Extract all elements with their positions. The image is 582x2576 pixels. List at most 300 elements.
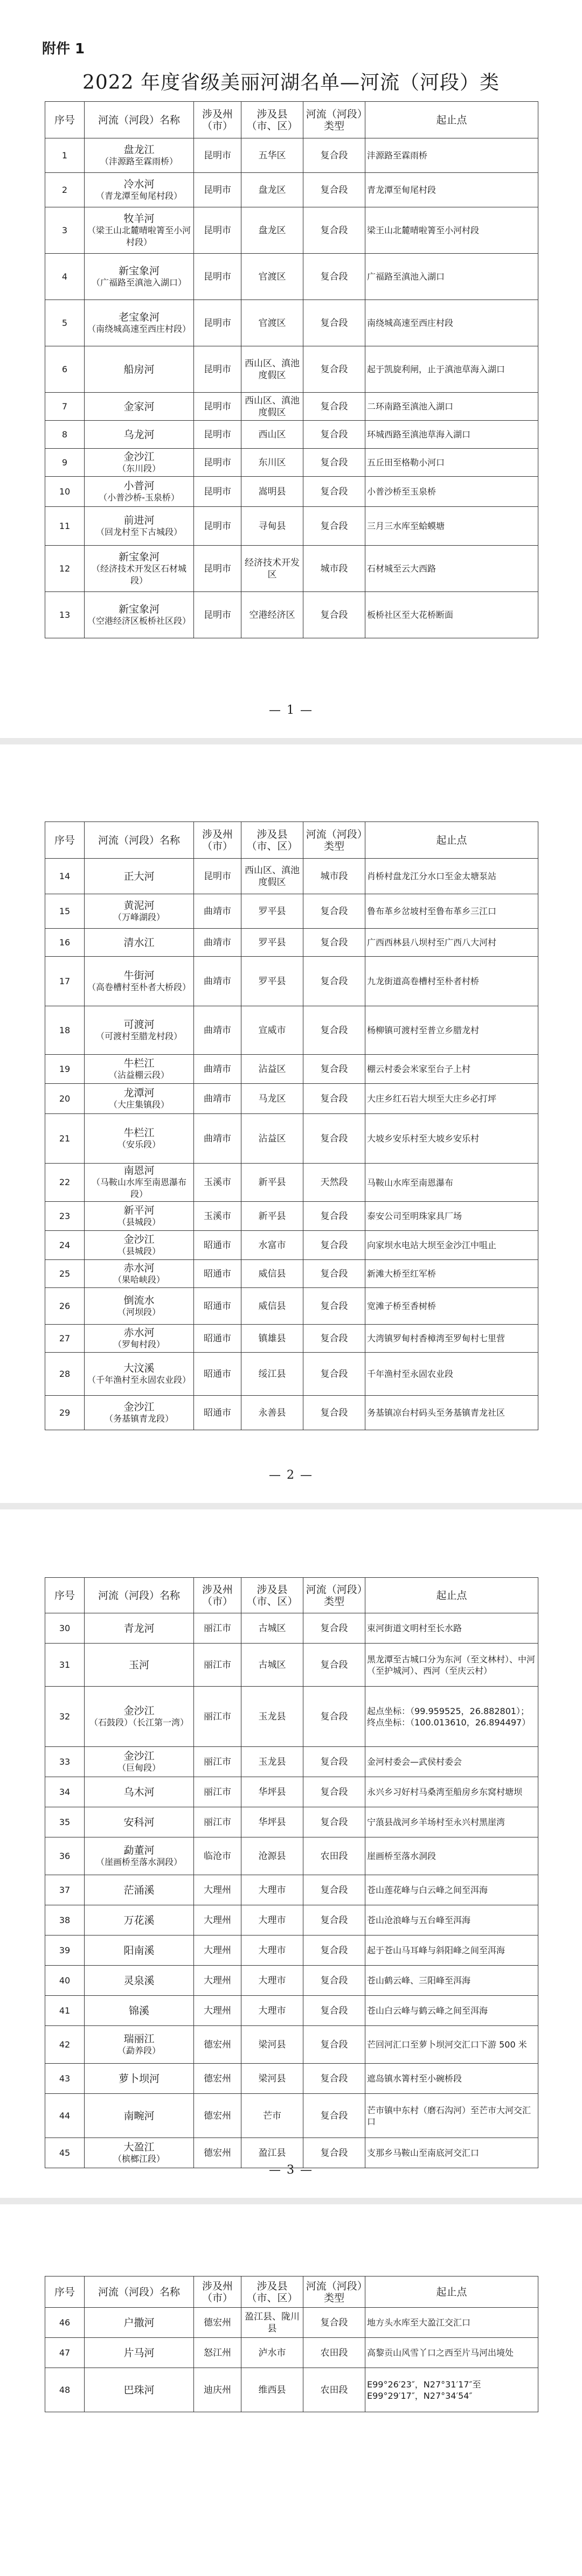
cell-river [85,449,194,477]
cell-city: 曲靖市 [194,1006,241,1055]
header-start: 起止点 [365,2276,538,2308]
cell-seq: 16 [45,929,85,957]
table-row [45,1325,538,1353]
cell-type: 复合段 [303,1875,365,1905]
table-row [45,1055,538,1084]
river-segment: （大庄集镇段） [108,1099,169,1110]
river-segment: （回龙村至下古城段） [95,526,182,537]
header-seq: 序号 [45,1578,85,1613]
cell-city: 昭通市 [194,1288,241,1325]
cell-city: 昭通市 [194,1353,241,1396]
cell-county: 空港经济区 [241,592,303,638]
cell-seq: 27 [45,1325,85,1353]
cell-county: 华坪县 [241,1777,303,1807]
table-header-row [45,1578,538,1613]
cell-seq: 10 [45,477,85,507]
cell-type: 复合段 [303,894,365,929]
table-row [45,477,538,507]
table-row [45,449,538,477]
cell-city: 德宏州 [194,2094,241,2138]
cell-river [85,1288,194,1325]
cell-city: 昆明市 [194,546,241,592]
river-segment: （可渡村至腊龙村段） [95,1031,182,1041]
river-segment: （空港经济区板桥社区段） [87,615,191,626]
cell-type: 复合段 [303,2138,365,2168]
table-row [45,1905,538,1936]
river-segment: （勐养段） [117,2045,161,2056]
header-river: 河流（河段）名称 [85,822,194,859]
cell-city: 昆明市 [194,477,241,507]
header-city: 涉及州（市） [194,102,241,138]
cell-city: 曲靖市 [194,929,241,957]
table-row [45,2064,538,2094]
river-name: 南畹河 [123,2109,155,2122]
cell-river [85,1905,194,1936]
cell-county: 经济技术开发区 [241,546,303,592]
table-row [45,894,538,929]
cell-type: 天然段 [303,1164,365,1202]
cell-county: 芒市 [241,2094,303,2138]
river-name: 盘龙江 [123,143,155,156]
cell-start-end: 千年渔村至永固农业段 [365,1353,538,1396]
table-row [45,929,538,957]
cell-start-end: 大湾镇罗甸村香樟湾至罗甸村七里营 [365,1325,538,1353]
cell-city: 丽江市 [194,1644,241,1687]
cell-seq: 33 [45,1747,85,1777]
river-name: 新宝象河 [118,603,160,615]
cell-type: 复合段 [303,254,365,300]
cell-start-end: 地方头水库至大盈江交汇口 [365,2308,538,2338]
cell-river [85,859,194,894]
cell-county: 梁河县 [241,2064,303,2094]
cell-county: 华坪县 [241,1807,303,1837]
river-name: 赤水河 [123,1326,155,1339]
cell-river [85,207,194,254]
table-row [45,1231,538,1260]
cell-start-end: 支那乡马鞍山至南底河交汇口 [365,2138,538,2168]
cell-county: 大理市 [241,1936,303,1966]
river-name: 老宝象河 [118,311,160,323]
cell-city: 丽江市 [194,1687,241,1747]
table-row [45,1396,538,1430]
cell-county: 嵩明县 [241,477,303,507]
page-number: — 1 — [269,704,313,717]
cell-river [85,477,194,507]
cell-seq: 30 [45,1613,85,1644]
cell-county: 盘龙区 [241,207,303,254]
table-row [45,1747,538,1777]
cell-type: 复合段 [303,1325,365,1353]
cell-start-end: 宽滩子桥至香树桥 [365,1288,538,1325]
cell-seq: 20 [45,1084,85,1114]
cell-city: 丽江市 [194,1747,241,1777]
cell-county: 玉龙县 [241,1747,303,1777]
cell-seq: 8 [45,421,85,449]
cell-seq: 31 [45,1644,85,1687]
river-segment: （马鞍山水库至南恩瀑布段） [91,1177,186,1199]
river-table-page-2 [45,821,538,1430]
cell-type: 复合段 [303,1905,365,1936]
river-name: 黄泥河 [123,899,155,911]
cell-seq: 1 [45,138,85,173]
header-river: 河流（河段）名称 [85,102,194,138]
river-name: 青龙河 [123,1622,155,1634]
river-segment: （果哈峡段） [113,1274,165,1285]
page-number: — 2 — [269,1468,313,1482]
cell-river [85,592,194,638]
cell-city: 昆明市 [194,421,241,449]
cell-start-end: E99°26′23″，N27°31′17″至 E99°29′17″，N27°34′54″ [365,2368,538,2412]
cell-county: 盘龙区 [241,173,303,207]
river-name: 可渡河 [123,1018,155,1031]
table-row [45,957,538,1006]
river-name: 船房河 [123,363,155,375]
cell-start-end: 芒市镇中东村（磨石沟河）至芒市大河交汇口 [365,2094,538,2138]
cell-seq: 2 [45,173,85,207]
cell-river [85,2308,194,2338]
cell-seq: 3 [45,207,85,254]
cell-river [85,1006,194,1055]
cell-seq: 6 [45,346,85,393]
table-row [45,859,538,894]
cell-city: 玉溪市 [194,1202,241,1231]
table-row [45,1202,538,1231]
table-row [45,546,538,592]
cell-type: 复合段 [303,1231,365,1260]
river-name: 金沙江 [123,450,155,463]
cell-seq: 48 [45,2368,85,2412]
cell-river [85,1875,194,1905]
cell-seq: 13 [45,592,85,638]
river-name: 牛栏江 [123,1126,155,1139]
river-segment: （沾益棚云段） [108,1069,169,1080]
cell-type: 复合段 [303,1777,365,1807]
cell-seq: 9 [45,449,85,477]
cell-start-end: 苍山白云峰与鹤云峰之间至洱海 [365,1996,538,2026]
cell-river [85,138,194,173]
cell-type: 复合段 [303,173,365,207]
cell-seq: 4 [45,254,85,300]
cell-type: 复合段 [303,421,365,449]
cell-start-end: 广西西林县八坝村至广西八大河村 [365,929,538,957]
cell-type: 复合段 [303,929,365,957]
cell-river [85,421,194,449]
cell-type: 复合段 [303,300,365,346]
cell-county: 大理市 [241,1966,303,1996]
cell-river [85,300,194,346]
cell-county: 威信县 [241,1288,303,1325]
header-type: 河流（河段）类型 [303,2276,365,2308]
cell-county: 罗平县 [241,894,303,929]
cell-river [85,1936,194,1966]
river-segment: （南绕城高速至西庄村段） [87,323,191,334]
cell-river [85,1202,194,1231]
cell-county: 沾益区 [241,1055,303,1084]
cell-type: 农田段 [303,2368,365,2412]
cell-county: 大理市 [241,1996,303,2026]
cell-river [85,254,194,300]
cell-river [85,1231,194,1260]
cell-city: 昆明市 [194,859,241,894]
cell-county: 绥江县 [241,1353,303,1396]
cell-seq: 23 [45,1202,85,1231]
cell-start-end: 五丘田至格勒小河口 [365,449,538,477]
cell-start-end: 环城西路至滇池草海入湖口 [365,421,538,449]
cell-city: 德宏州 [194,2138,241,2168]
cell-county: 水富市 [241,1231,303,1260]
cell-city: 曲靖市 [194,957,241,1006]
cell-start-end: 务基镇凉台村码头至务基镇青龙社区 [365,1396,538,1430]
page-separator [0,2198,582,2204]
cell-seq: 37 [45,1875,85,1905]
cell-seq: 29 [45,1396,85,1430]
cell-start-end: 小普沙桥至玉泉桥 [365,477,538,507]
cell-river [85,1396,194,1430]
cell-start-end: 马鞍山水库至南恩瀑布 [365,1164,538,1202]
cell-start-end: 束河街道文明村至长水路 [365,1613,538,1644]
cell-start-end: 起点坐标：（99.959525，26.882801）；终点坐标：（100.013610，26.894497） [365,1687,538,1747]
cell-start-end: 大坡乡安乐村至大坡乡安乐村 [365,1114,538,1164]
header-type: 河流（河段）类型 [303,102,365,138]
cell-county: 盈江县 [241,2138,303,2168]
river-name: 正大河 [123,870,155,882]
cell-start-end: 黑龙潭至古城口分为东河（至文林村）、中河（至护城河）、西河（至庆云村） [365,1644,538,1687]
cell-start-end: 鲁布革乡岔坡村至鲁布革乡三江口 [365,894,538,929]
cell-type: 复合段 [303,957,365,1006]
cell-type: 复合段 [303,1936,365,1966]
cell-type: 复合段 [303,138,365,173]
river-segment: （千年渔村至永固农业段） [87,1374,191,1385]
cell-city: 昆明市 [194,449,241,477]
cell-city: 昆明市 [194,300,241,346]
cell-river [85,1325,194,1353]
page-separator [0,738,582,744]
cell-city: 昆明市 [194,207,241,254]
cell-city: 曲靖市 [194,894,241,929]
cell-seq: 44 [45,2094,85,2138]
cell-start-end: 棚云村委会米家至台子上村 [365,1055,538,1084]
cell-type: 复合段 [303,1996,365,2026]
river-segment: （巨甸段） [117,1762,161,1773]
table-row [45,2026,538,2064]
river-segment: （县城段） [117,1245,161,1256]
cell-seq: 12 [45,546,85,592]
cell-county: 镇雄县 [241,1325,303,1353]
table-row [45,1006,538,1055]
table-row [45,1996,538,2026]
cell-city: 德宏州 [194,2308,241,2338]
cell-type: 复合段 [303,207,365,254]
cell-city: 德宏州 [194,2064,241,2094]
river-name: 金沙江 [123,1401,155,1413]
cell-type: 复合段 [303,1966,365,1996]
cell-city: 丽江市 [194,1807,241,1837]
table-row [45,1353,538,1396]
cell-city: 昭通市 [194,1260,241,1288]
cell-seq: 28 [45,1353,85,1396]
cell-start-end: 芒回河汇口至萝卜坝河交汇口下游 500 米 [365,2026,538,2064]
river-segment: （石鼓段）（长江第一湾） [89,1717,189,1728]
cell-type: 复合段 [303,1613,365,1644]
cell-river [85,1747,194,1777]
cell-city: 丽江市 [194,1613,241,1644]
river-name: 玉河 [128,1659,149,1671]
river-name: 赤水河 [123,1262,155,1274]
cell-city: 昭通市 [194,1325,241,1353]
cell-city: 怒江州 [194,2338,241,2368]
cell-river [85,2338,194,2368]
river-name: 牛栏江 [123,1057,155,1069]
river-name: 万花溪 [123,1914,155,1926]
cell-seq: 39 [45,1936,85,1966]
cell-city: 昆明市 [194,393,241,421]
table-row [45,300,538,346]
cell-county: 宣威市 [241,1006,303,1055]
river-name: 大盈江 [123,2141,155,2153]
cell-seq: 7 [45,393,85,421]
cell-county: 盈江县、陇川县 [241,2308,303,2338]
cell-city: 昆明市 [194,138,241,173]
cell-start-end: 苍山鹤云峰、三阳峰至洱海 [365,1966,538,1996]
cell-county: 西山区、滇池度假区 [241,859,303,894]
cell-type: 复合段 [303,449,365,477]
river-segment: （崖画桥至落水洞段） [95,1856,182,1867]
cell-seq: 25 [45,1260,85,1288]
cell-start-end: 金河村委会—武侯村委会 [365,1747,538,1777]
cell-river [85,1114,194,1164]
cell-river [85,2368,194,2412]
table-row [45,173,538,207]
cell-seq: 43 [45,2064,85,2094]
header-county: 涉及县（市、区） [241,102,303,138]
cell-start-end: 三月三水库至蛤蟆塘 [365,507,538,546]
cell-city: 大理州 [194,1875,241,1905]
cell-start-end: 崖画桥至落水洞段 [365,1837,538,1875]
cell-type: 复合段 [303,2064,365,2094]
header-seq: 序号 [45,102,85,138]
cell-start-end: 起于苍山马耳峰与斜阳峰之间至洱海 [365,1936,538,1966]
header-type: 河流（河段）类型 [303,1578,365,1613]
cell-start-end: 遮岛镇水箐村至小碗桥段 [365,2064,538,2094]
river-segment: （万峰湖段） [113,911,165,922]
cell-seq: 26 [45,1288,85,1325]
cell-seq: 40 [45,1966,85,1996]
cell-type: 复合段 [303,1353,365,1396]
cell-city: 丽江市 [194,1777,241,1807]
cell-seq: 18 [45,1006,85,1055]
cell-start-end: 泰安公司至明珠家具厂场 [365,1202,538,1231]
cell-city: 曲靖市 [194,1084,241,1114]
cell-type: 复合段 [303,1260,365,1288]
cell-seq: 21 [45,1114,85,1164]
river-table-page-3 [45,1577,538,2168]
cell-river [85,1055,194,1084]
cell-county: 新平县 [241,1164,303,1202]
cell-city: 昆明市 [194,592,241,638]
cell-start-end: 沣源路至霖雨桥 [365,138,538,173]
cell-start-end: 苍山莲花峰与白云峰之间至洱海 [365,1875,538,1905]
cell-type: 复合段 [303,507,365,546]
cell-type: 复合段 [303,1288,365,1325]
river-segment: （经济技术开发区石材城段） [91,563,186,586]
cell-seq: 47 [45,2338,85,2368]
cell-river [85,1644,194,1687]
cell-start-end: 二环南路至滇池入湖口 [365,393,538,421]
cell-city: 昆明市 [194,507,241,546]
cell-seq: 17 [45,957,85,1006]
river-name: 冷水河 [123,178,155,190]
river-name: 瑞丽江 [123,2032,155,2045]
river-name: 金沙江 [123,1750,155,1762]
table-row [45,1875,538,1905]
table-row [45,1777,538,1807]
cell-start-end: 青龙潭至甸尾村段 [365,173,538,207]
cell-county: 永善县 [241,1396,303,1430]
cell-city: 曲靖市 [194,1055,241,1084]
river-segment: （梁王山北麓晴啦箐至小河村段） [87,225,191,247]
cell-river [85,2094,194,2138]
cell-city: 昆明市 [194,254,241,300]
cell-city: 德宏州 [194,2026,241,2064]
table-row [45,592,538,638]
table-row [45,1288,538,1325]
river-table-page-1 [45,101,538,638]
cell-river [85,1164,194,1202]
cell-county: 玉龙县 [241,1687,303,1747]
cell-start-end: 杨柳镇可渡村至普立乡腊龙村 [365,1006,538,1055]
cell-seq: 34 [45,1777,85,1807]
river-segment: （沣源路至霖雨桥） [100,156,178,166]
cell-county: 西山区、滇池度假区 [241,393,303,421]
table-row [45,2094,538,2138]
cell-type: 复合段 [303,1396,365,1430]
river-name: 新宝象河 [118,551,160,563]
cell-city: 大理州 [194,1936,241,1966]
cell-city: 昆明市 [194,346,241,393]
table-header-row [45,822,538,859]
cell-county: 梁河县 [241,2026,303,2064]
cell-county: 罗平县 [241,929,303,957]
cell-start-end: 苍山沧浪峰与五台峰至洱海 [365,1905,538,1936]
river-name: 大汶溪 [123,1362,155,1374]
header-seq: 序号 [45,2276,85,2308]
river-name: 倒流水 [123,1294,155,1306]
table-row [45,1084,538,1114]
header-city: 涉及州（市） [194,2276,241,2308]
cell-type: 复合段 [303,393,365,421]
header-river: 河流（河段）名称 [85,1578,194,1613]
header-seq: 序号 [45,822,85,859]
river-name: 萝卜坝河 [118,2072,160,2085]
header-type: 河流（河段）类型 [303,822,365,859]
header-start: 起止点 [365,1578,538,1613]
cell-county: 罗平县 [241,957,303,1006]
cell-city: 玉溪市 [194,1164,241,1202]
cell-river [85,1260,194,1288]
table-row [45,138,538,173]
page-separator [0,1503,582,1509]
header-city: 涉及州（市） [194,1578,241,1613]
cell-seq: 19 [45,1055,85,1084]
cell-river [85,1996,194,2026]
cell-start-end: 九龙街道高卷槽村至朴者村桥 [365,957,538,1006]
cell-river [85,546,194,592]
cell-seq: 24 [45,1231,85,1260]
cell-county: 泸水市 [241,2338,303,2368]
river-name: 前进河 [123,514,155,526]
cell-start-end: 向家坝水电站大坝至金沙江中咀止 [365,1231,538,1260]
header-start: 起止点 [365,102,538,138]
